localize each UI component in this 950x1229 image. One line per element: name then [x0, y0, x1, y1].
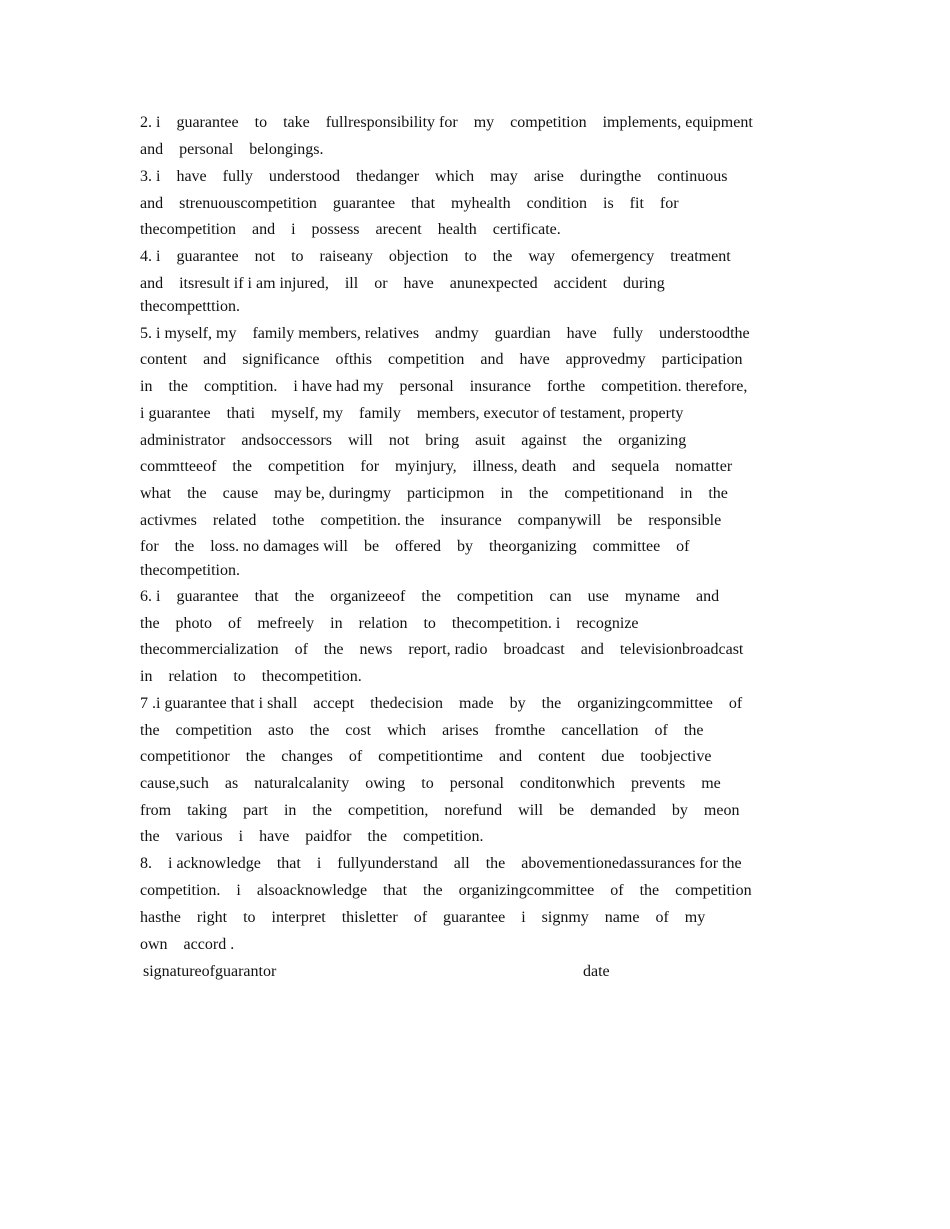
- text-line: and itsresult if i am injured, ill or have anunexpected accident during: [140, 275, 665, 292]
- text-line: thecompetition.: [140, 562, 240, 579]
- text-line: for the loss. no damages will be offered by theorganizing committee of: [140, 538, 690, 555]
- text-line: in the comptition. i have had my personal insurance forthe competition. therefore,: [140, 378, 748, 395]
- text-line: the photo of mefreely in relation to thecompetition. i recognize: [140, 615, 639, 632]
- text-line: thecommercialization of the news report, radio broadcast and televisionbroadcast: [140, 641, 744, 658]
- text-line: and personal belongings.: [140, 141, 324, 158]
- text-line: from taking part in the competition, norefund will be demanded by meon: [140, 802, 740, 819]
- text-line: 2. i guarantee to take fullresponsibility for my competition implements, equipment: [140, 114, 753, 131]
- text-line: 8. i acknowledge that i fullyunderstand all the abovementionedassurances for the: [140, 855, 742, 872]
- text-line: hasthe right to interpret thisletter of guarantee i signmy name of my: [140, 909, 706, 926]
- text-line: the competition asto the cost which arises fromthe cancellation of the: [140, 722, 704, 739]
- text-line: in relation to thecompetition.: [140, 668, 362, 685]
- text-line: 5. i myself, my family members, relatives andmy guardian have fully understoodthe: [140, 325, 750, 342]
- text-line: 4. i guarantee not to raiseany objection to the way ofemergency treatment: [140, 248, 731, 265]
- text-line: and strenuouscompetition guarantee that myhealth condition is fit for: [140, 195, 679, 212]
- text-line: commtteeof the competition for myinjury, illness, death and sequela nomatter: [140, 458, 733, 475]
- text-line: own accord .: [140, 936, 235, 953]
- text-line: competitionor the changes of competitiontime and content due toobjective: [140, 748, 712, 765]
- text-line: activmes related tothe competition. the insurance companywill be responsible: [140, 512, 722, 529]
- text-line: i guarantee thati myself, my family members, executor of testament, property: [140, 405, 684, 422]
- signature-row: [140, 961, 810, 983]
- text-line: the various i have paidfor the competition.: [140, 828, 484, 845]
- text-line: what the cause may be, duringmy participmon in the competitionand in the: [140, 485, 728, 502]
- text-line: 6. i guarantee that the organizeeof the competition can use myname and: [140, 588, 720, 605]
- text-line: 7 .i guarantee that i shall accept thedecision made by the organizingcommittee of: [140, 695, 743, 712]
- text-line: 3. i have fully understood thedanger which may arise duringthe continuous: [140, 168, 728, 185]
- text-line: administrator andsoccessors will not bring asuit against the organizing: [140, 432, 687, 449]
- text-line: thecompetition and i possess arecent health certificate.: [140, 221, 561, 238]
- text-line: content and significance ofthis competition and have approvedmy participation: [140, 351, 743, 368]
- signature-of-guarantor-label: signatureofguarantor: [143, 963, 277, 980]
- text-line: cause,such as naturalcalanity owing to personal conditonwhich prevents me: [140, 775, 721, 792]
- date-label: date: [583, 963, 610, 980]
- text-line: thecompetttion.: [140, 298, 240, 315]
- text-line: competition. i alsoacknowledge that the organizingcommittee of the competition: [140, 882, 752, 899]
